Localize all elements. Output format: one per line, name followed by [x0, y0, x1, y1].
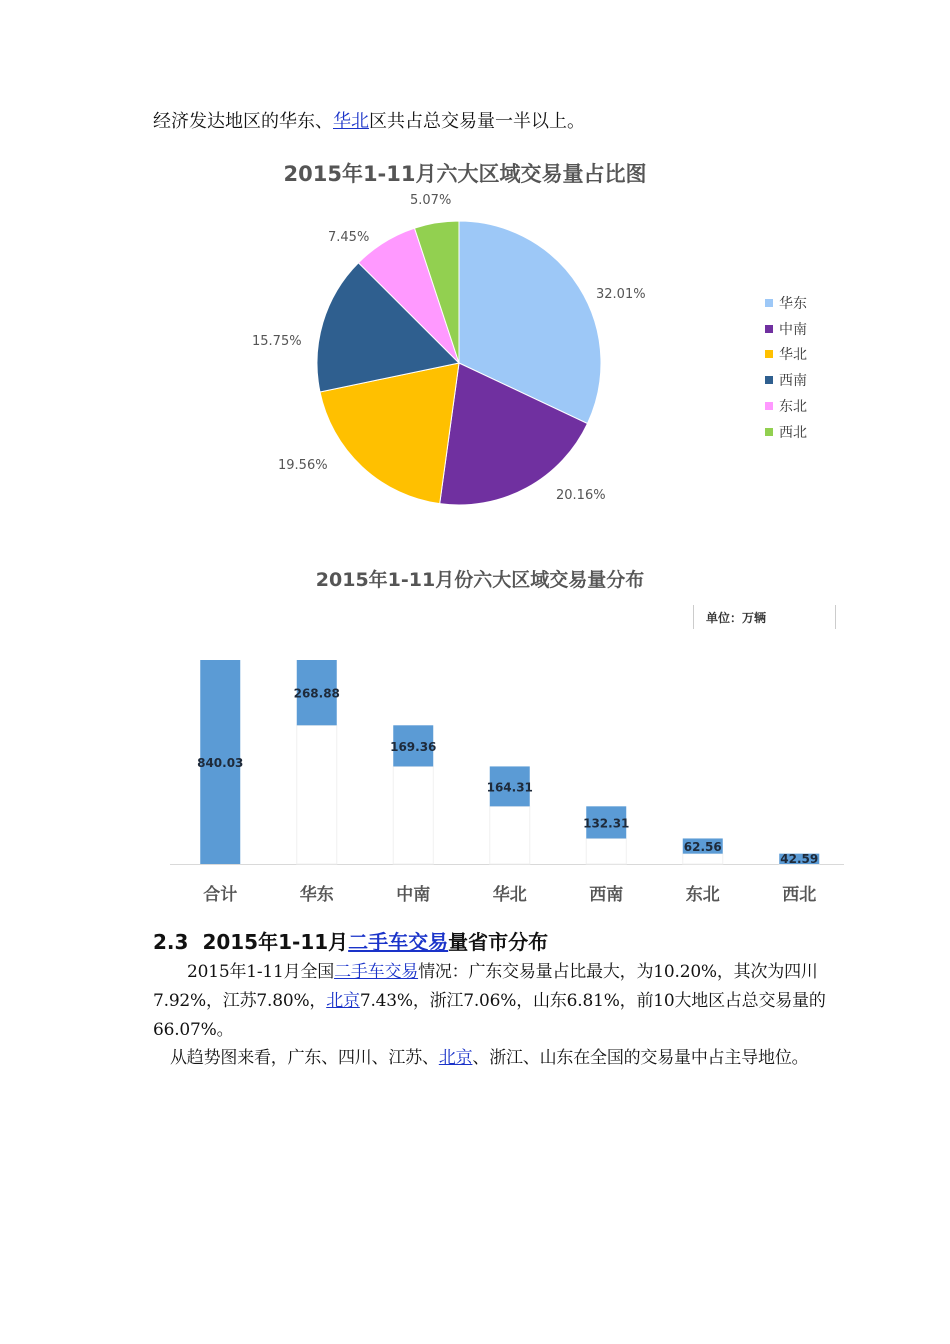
para-text: 2015年1-11月全国 — [187, 962, 335, 982]
pie-label-xinan: 15.75% — [252, 334, 302, 349]
waterfall-chart — [160, 560, 860, 910]
legend-item-dongbei — [765, 393, 807, 419]
pie-label-huabei: 19.56% — [278, 458, 328, 473]
intro-paragraph — [153, 108, 585, 136]
legend-item-zhongnan — [765, 316, 807, 342]
x-tick-label: 华东 — [299, 885, 334, 905]
x-tick-label: 华北 — [492, 885, 527, 905]
legend-label: 华北 — [779, 347, 807, 364]
pie-chart — [230, 150, 850, 530]
link-huabei[interactable]: 华北 — [333, 111, 369, 132]
link-used-car-trade-2[interactable]: 二手车交易 — [334, 962, 419, 982]
bar-support — [490, 806, 530, 864]
para-text: 、浙江、山东在全国的交易量中占主导地位。 — [472, 1048, 809, 1068]
bar-data-label: 62.56 — [683, 840, 722, 855]
legend-label: 中南 — [779, 321, 807, 338]
legend-label: 东北 — [779, 399, 807, 416]
unit-label: 单位：万辆 — [693, 605, 836, 629]
bar-data-label: 840.03 — [197, 756, 244, 770]
bar-support — [683, 854, 723, 864]
bar-data-label: 268.88 — [293, 686, 340, 701]
x-tick-label: 中南 — [396, 885, 431, 905]
para-text: 情况：广东交易量占比最大，为10.20%，其次为四川7.92%，江苏7.80%， — [153, 962, 818, 1011]
pie-label-dongbei: 7.45% — [328, 230, 370, 245]
legend-label: 西南 — [779, 373, 807, 390]
para-text: 7.43%，浙江7.06%，山东6.81%，前10大地区占总交易量的66.07%。 — [153, 991, 826, 1040]
legend-swatch — [765, 376, 773, 384]
x-tick-label: 东北 — [685, 885, 720, 905]
link-beijing[interactable]: 北京 — [326, 991, 360, 1011]
bar-data-label: 42.59 — [780, 852, 819, 866]
pie-chart-title: 2015年1-11月六大区域交易量占比图 — [283, 162, 647, 186]
legend-item-huabei — [765, 342, 807, 368]
legend-swatch — [765, 299, 773, 307]
legend-swatch — [765, 428, 773, 436]
bar-data-label: 164.31 — [486, 780, 533, 795]
bar-data-label: 132.31 — [583, 816, 630, 831]
section-title-end: 量省市分布 — [448, 930, 549, 954]
x-tick-label: 西南 — [589, 885, 624, 905]
legend-item-huadong — [765, 290, 807, 316]
pie-chart-svg — [230, 150, 850, 530]
section-title-start: 2015年1-11月 — [202, 930, 349, 954]
pie-legend — [765, 290, 807, 445]
bar-data-label: 169.36 — [390, 739, 437, 754]
bar-support — [297, 725, 337, 864]
pie-label-huadong: 32.01% — [596, 287, 646, 302]
link-beijing-2[interactable]: 北京 — [438, 1048, 473, 1068]
x-tick-label: 合计 — [203, 885, 238, 905]
legend-swatch — [765, 325, 773, 333]
section-heading — [153, 926, 548, 955]
legend-item-xibei — [765, 419, 807, 445]
intro-text-end: 区共占总交易量一半以上。 — [369, 111, 585, 132]
bar-chart-svg — [160, 560, 860, 910]
x-tick-label: 西北 — [782, 885, 817, 905]
legend-swatch — [765, 350, 773, 358]
legend-label: 西北 — [779, 424, 807, 441]
legend-item-xinan — [765, 367, 807, 393]
section-number: 2.3 — [153, 930, 189, 954]
paragraph-2 — [153, 1044, 873, 1073]
legend-label: 华东 — [779, 295, 807, 312]
para-text: 从趋势图来看，广东、四川、江苏、 — [170, 1048, 439, 1068]
bar-chart-title: 2015年1-11月份六大区域交易量分布 — [315, 569, 645, 591]
bar-support — [586, 838, 626, 864]
link-used-car-trade[interactable]: 二手车交易 — [348, 930, 449, 954]
legend-swatch — [765, 402, 773, 410]
bar-support — [393, 766, 433, 864]
pie-label-xibei: 5.07% — [410, 193, 452, 208]
intro-text: 经济发达地区的华东、 — [153, 111, 333, 132]
paragraph-1 — [153, 958, 873, 1045]
pie-label-zhongnan: 20.16% — [556, 488, 606, 503]
